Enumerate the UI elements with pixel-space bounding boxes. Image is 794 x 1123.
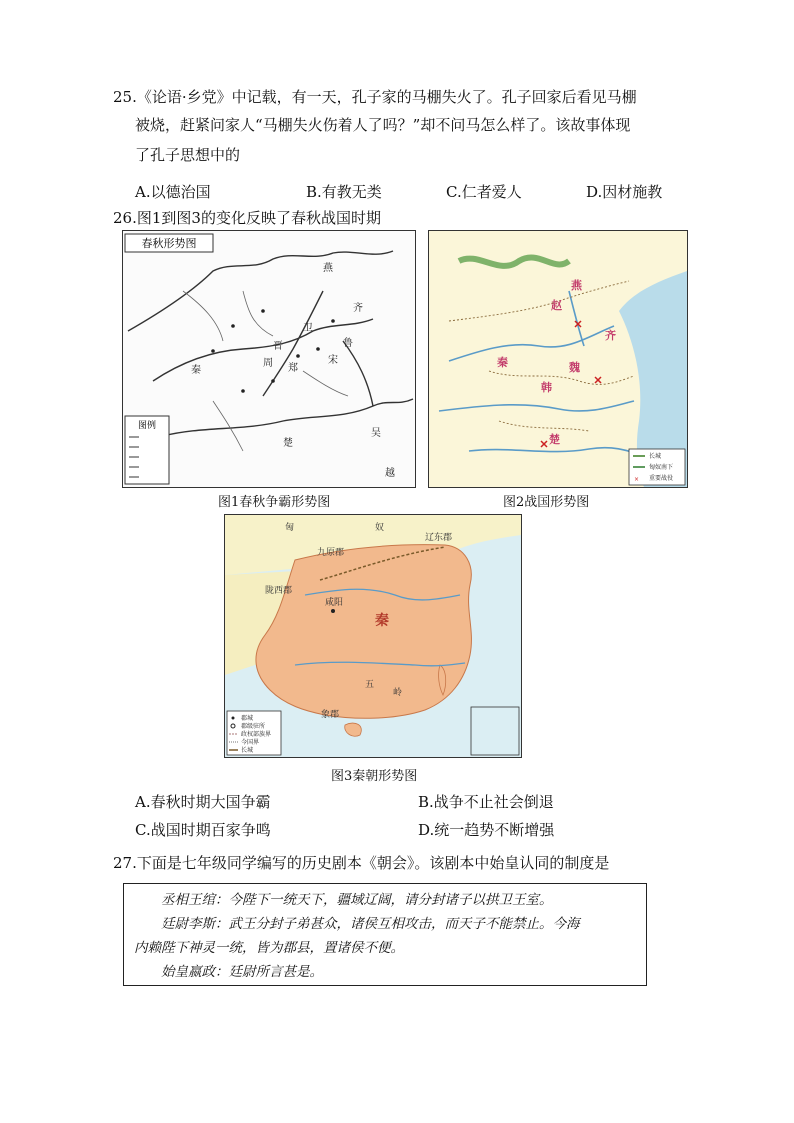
map3-legend-2: 政权部族界 xyxy=(241,731,272,738)
warring-states-map xyxy=(428,230,688,488)
map2-label-zhao: 赵 xyxy=(551,299,562,312)
map1-label-wei: 卫 xyxy=(303,323,313,334)
map1-label-yan: 燕 xyxy=(323,263,333,274)
map2-label-han: 韩 xyxy=(541,381,552,394)
spring-autumn-map-drawing xyxy=(123,231,415,487)
map2-label-qi: 齐 xyxy=(605,329,616,342)
map1-label-qin: 秦 xyxy=(191,365,201,376)
script-line-ying-zheng: 始皇嬴政：廷尉所言甚是。 xyxy=(161,964,323,980)
q25-line2: 被烧，赶紧问家人“马棚失火伤着人了吗？”却不问马怎么样了。该故事体现 xyxy=(135,116,631,134)
map3-legend-0: 郡城 xyxy=(241,715,254,722)
q26-option-d: D.统一趋势不断增强 xyxy=(418,821,555,839)
map3-legend-3: 今国界 xyxy=(241,739,260,746)
map3-label-liaodong: 辽东郡 xyxy=(425,533,453,543)
map3-label-nu: 奴 xyxy=(375,523,385,533)
script-excerpt-box xyxy=(123,883,647,986)
q26-option-c: C.战国时期百家争鸣 xyxy=(135,821,271,839)
map1-title: 春秋形势图 xyxy=(141,237,197,250)
spring-autumn-map xyxy=(122,230,416,488)
map3-legend-4: 长城 xyxy=(241,747,254,754)
map2-legend-wall: 长城 xyxy=(649,453,662,460)
map2-legend-xiongnu: 匈奴南下 xyxy=(649,464,674,471)
map2-label-wei: 魏 xyxy=(569,361,580,374)
map1-label-lu: 鲁 xyxy=(343,338,353,349)
qin-dynasty-map xyxy=(224,514,522,758)
map3-caption: 图3秦朝形势图 xyxy=(331,769,418,784)
map3-label-wu: 五 xyxy=(365,680,375,690)
map1-caption: 图1春秋争霸形势图 xyxy=(218,495,331,510)
map1-label-qi: 齐 xyxy=(353,303,363,314)
map3-label-longxi: 陇西郡 xyxy=(265,586,293,596)
q27-stem: 27.下面是七年级同学编写的历史剧本《朝会》。该剧本中始皇认同的制度是 xyxy=(113,854,610,872)
map3-label-xiangjun: 象郡 xyxy=(321,710,340,720)
script-line-li-si: 廷尉李斯：武王分封子弟甚众，诸侯互相攻击，而天子不能禁止。今海 xyxy=(161,916,580,932)
q26-option-b: B.战争不止社会倒退 xyxy=(418,793,554,811)
map2-label-yan: 燕 xyxy=(571,279,582,292)
map1-label-wu: 吴 xyxy=(371,428,381,439)
q25-option-b: B.有教无类 xyxy=(306,183,382,201)
map1-label-chu: 楚 xyxy=(283,438,293,449)
warring-states-map-drawing xyxy=(429,231,687,487)
script-line-li-si-cont: 内赖陛下神灵一统，皆为郡县，置诸侯不便。 xyxy=(134,940,404,956)
map1-label-song: 宋 xyxy=(328,355,338,366)
q25-line1: 25.《论语·乡党》中记载，有一天，孔子家的马棚失火了。孔子回家后看见马棚 xyxy=(113,88,637,106)
map1-legend-title: 图例 xyxy=(137,421,157,431)
svg-text:×: × xyxy=(634,476,640,483)
qin-dynasty-map-drawing xyxy=(225,515,521,757)
map3-legend-1: 郡级驻所 xyxy=(241,723,266,730)
q25-option-a: A.以德治国 xyxy=(135,183,211,201)
q25-line3: 了孔子思想中的 xyxy=(135,146,241,164)
q26-stem: 26.图1到图3的变化反映了春秋战国时期 xyxy=(113,209,381,227)
script-line-wang-wan: 丞相王绾：今陛下一统天下，疆域辽阔，请分封诸子以拱卫王室。 xyxy=(161,892,553,908)
map2-legend-battle: 重要战役 xyxy=(649,475,674,482)
map3-label-xianyang: 咸阳 xyxy=(325,598,344,608)
map2-label-qin: 秦 xyxy=(497,356,508,369)
map1-label-jin: 晋 xyxy=(273,341,283,352)
map1-label-zhou: 周 xyxy=(263,358,273,369)
map2-caption: 图2战国形势图 xyxy=(503,495,590,510)
map1-label-zheng: 郑 xyxy=(288,363,298,374)
q25-option-d: D.因材施教 xyxy=(586,183,663,201)
map2-label-chu: 楚 xyxy=(549,433,560,446)
q26-option-a: A.春秋时期大国争霸 xyxy=(135,793,271,811)
map3-label-jiuyuan: 九原郡 xyxy=(317,548,345,558)
map1-label-yue: 越 xyxy=(385,468,395,479)
q25-option-c: C.仁者爱人 xyxy=(446,183,522,201)
map3-label-xiong: 匈 xyxy=(285,523,295,533)
map3-label-ling: 岭 xyxy=(393,688,403,698)
map3-label-qin: 秦 xyxy=(375,613,389,629)
